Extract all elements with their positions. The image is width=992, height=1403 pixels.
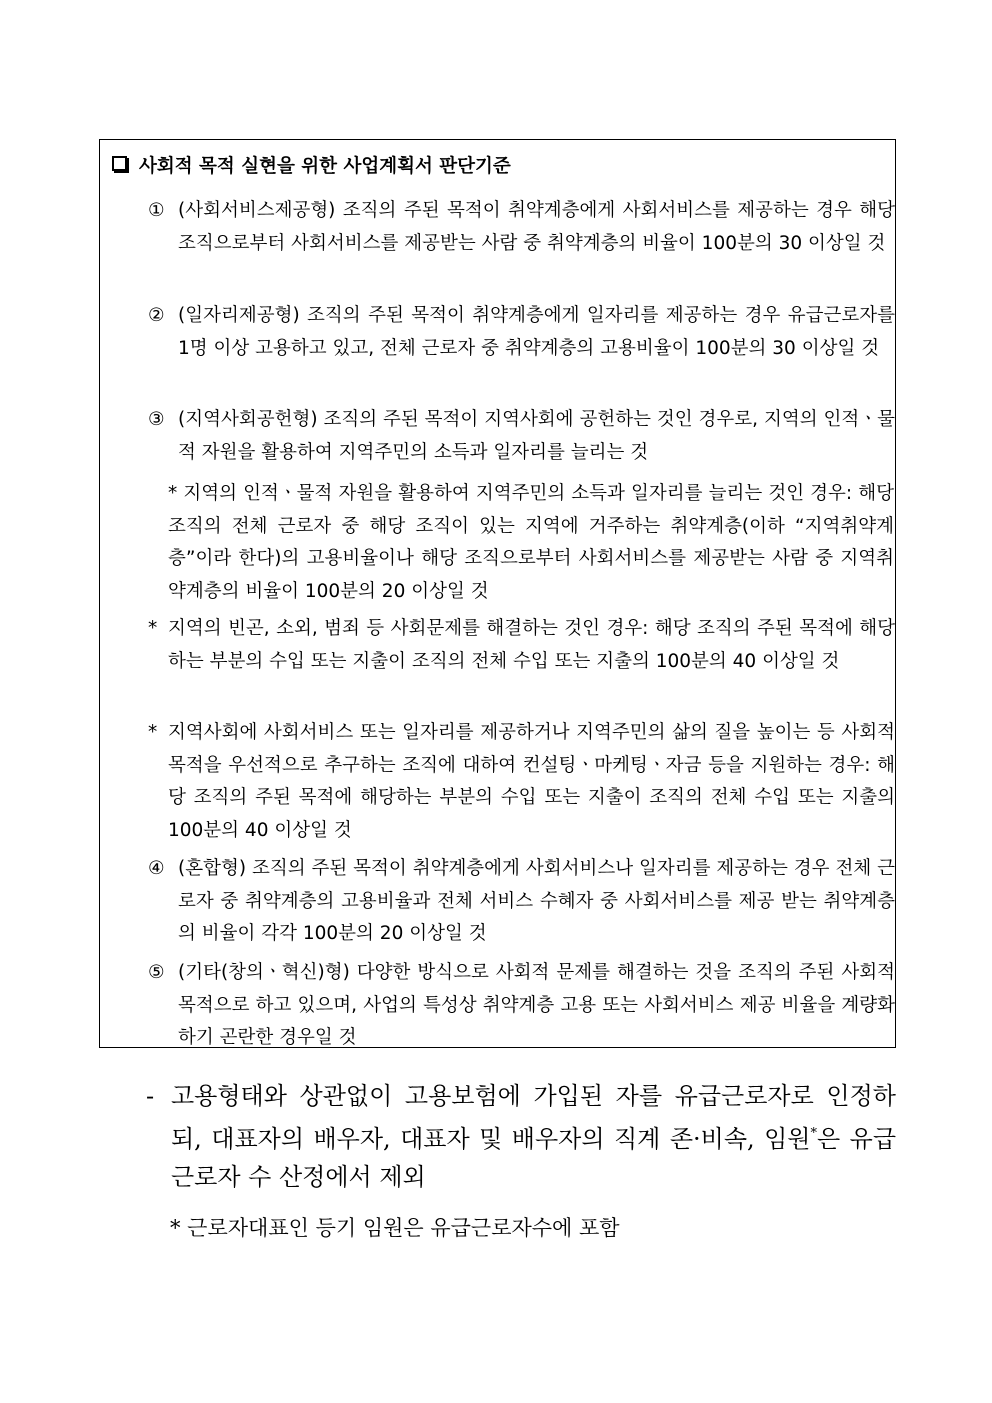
criteria-item-3: ③ (지역사회공헌형) 조직의 주된 목적이 지역사회에 공헌하는 것인 경우로, 지역의 인적ㆍ물적 자원을 활용하여 지역주민의 소득과 일자리를 늘리는 것 bbox=[148, 404, 895, 469]
criteria-item-5: ⑤ (기타(창의ㆍ혁신)형) 다양한 방식으로 사회적 문제를 해결하는 것을 조직의 주된 사회적 목적으로 하고 있으며, 사업의 특성상 취약계층 고용 또는 사회서비스 제공 비율을 계량화하기 곤란한 경우일 것 bbox=[148, 957, 895, 1055]
criteria-item-text: (기타(창의ㆍ혁신)형) 다양한 방식으로 사회적 문제를 해결하는 것을 조직의 주된 사회적 목적으로 하고 있으며, 사업의 특성상 취약계층 고용 또는 사회서비스 제공 비율을 계량화하기 곤란한 경우일 것 bbox=[178, 962, 895, 1048]
criteria-box bbox=[99, 139, 896, 1048]
regional-sub-note: * 지역의 인적ㆍ물적 자원을 활용하여 지역주민의 소득과 일자리를 늘리는 것인 경우: 해당 조직의 전체 근로자 중 해당 조직이 있는 지역에 거주하는 취약계층(이하 “지역취약계층”이라 한다)의 고용비율이나 해당 조직으로부터 사회서비스를 제공받는 사람 중 지역취약계층의 비율이 100분의 20 이상일 것 bbox=[168, 483, 894, 602]
criteria-item-4: ④ (혼합형) 조직의 주된 목적이 취약계층에게 사회서비스나 일자리를 제공하는 경우 전체 근로자 중 취약계층의 고용비율과 전체 서비스 수혜자 중 사회서비스를 제공 받는 취약계층의 비율이 각각 100분의 20 이상일 것 bbox=[148, 853, 895, 951]
footnote: * 근로자대표인 등기 임원은 유급근로자수에 포함 bbox=[170, 1216, 620, 1240]
star-note-1: * 지역의 빈곤, 소외, 범죄 등 사회문제를 해결하는 것인 경우: 해당 조직의 주된 목적에 해당하는 부분의 수입 또는 지출이 조직의 전체 수입 또는 지출의 100분의 40 이상일 것 bbox=[148, 618, 895, 672]
criteria-item-text: (일자리제공형) 조직의 주된 목적이 취약계층에게 일자리를 제공하는 경우 유급근로자를 1명 이상 고용하고 있고, 전체 근로자 중 취약계층의 고용비율이 100분의 30 이상일 것 bbox=[178, 305, 895, 359]
criteria-item-text: (사회서비스제공형) 조직의 주된 목적이 취약계층에게 사회서비스를 제공하는 경우 해당 조직으로부터 사회서비스를 제공받는 사람 중 취약계층의 비율이 100분의 30 이상일 것 bbox=[178, 200, 895, 254]
checkbox-square-icon bbox=[112, 156, 127, 171]
employment-paragraph: - 고용형태와 상관없이 고용보험에 가입된 자를 유급근로자로 인정하되, 대표자의 배우자, 대표자 및 배우자의 직계 존·비속, 임원*은 유급근로자 수 산정에서 제외 bbox=[146, 1082, 897, 1191]
criteria-item-1: ① (사회서비스제공형) 조직의 주된 목적이 취약계층에게 사회서비스를 제공하는 경우 해당 조직으로부터 사회서비스를 제공받는 사람 중 취약계층의 비율이 100분의 30 이상일 것 bbox=[148, 195, 895, 260]
star-note-2: * 지역사회에 사회서비스 또는 일자리를 제공하거나 지역주민의 삶의 질을 높이는 등 사회적 목적을 우선적으로 추구하는 조직에 대하여 컨설팅ㆍ마케팅ㆍ자금 등을 지원하는 경우: 해당 조직의 주된 목적에 해당하는 부분의 수입 또는 지출이 조직의 전체 수입 또는 지출의 100분의 40 이상일 것 bbox=[148, 722, 895, 841]
criteria-item-text: (혼합형) 조직의 주된 목적이 취약계층에게 사회서비스나 일자리를 제공하는 경우 전체 근로자 중 취약계층의 고용비율과 전체 서비스 수혜자 중 사회서비스를 제공 받는 취약계층의 비율이 각각 100분의 20 이상일 것 bbox=[178, 858, 895, 944]
box-title: 사회적 목적 실현을 위한 사업계획서 판단기준 bbox=[112, 151, 511, 184]
criteria-item-2: ② (일자리제공형) 조직의 주된 목적이 취약계층에게 일자리를 제공하는 경우 유급근로자를 1명 이상 고용하고 있고, 전체 근로자 중 취약계층의 고용비율이 100분의 30 이상일 것 bbox=[148, 300, 895, 365]
criteria-item-text: (지역사회공헌형) 조직의 주된 목적이 지역사회에 공헌하는 것인 경우로, 지역의 인적ㆍ물적 자원을 활용하여 지역주민의 소득과 일자리를 늘리는 것 bbox=[178, 409, 895, 463]
